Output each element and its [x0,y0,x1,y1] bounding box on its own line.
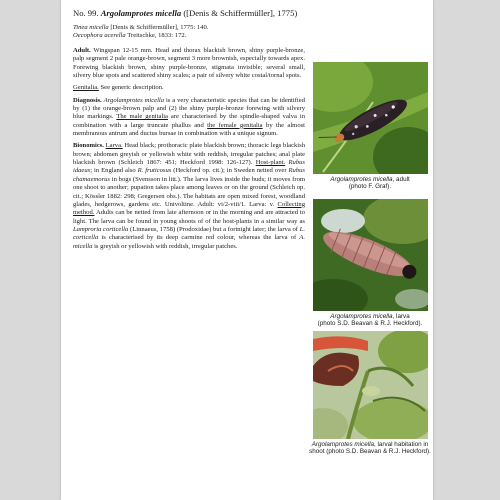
bionomics-text-5: Adults can be netted from late afternoon or in the morning and are attracted to light. The larva can be found in young shoots of of the host-plants in a similar way as [73,209,305,225]
adult-photo-caption [307,176,433,191]
bionomics-heading: Bionomics. [73,142,104,150]
species-ref-3: A. micella [73,234,305,250]
adult-moth-photo [313,62,428,174]
diagnosis-text-3: by the almost membranous antrum and ductus bursae in combination with a unique signum. [73,121,306,138]
caption-2-text: , larva [392,313,410,320]
diagnosis-text-2: are characterised by the spindle-shaped valva in combination with a large truncate phallus and [73,113,305,129]
synonym-2-name: Oecophora acerella [73,32,126,39]
adult-text: Wingspan 12-15 mm. Head and thorax blackish brown, shiny purple-bronze, palp segment 2 pale orange-brown, segment 3 more brownish, especially towards apex. Forewing blackish brown, shiny purple-bronze, stigmata invisible; several small, silvery blue spots and scattered shiny scales; a pair of silvery white costal/tornal spots. [73,47,306,80]
caption-1-species: Argolamprotes micella [330,176,393,183]
text-column [73,47,305,255]
larva-photo-caption [307,313,433,328]
synonym-2 [73,32,303,40]
genitalia-heading: Genitalia. [73,84,99,92]
bionomics-text-2: ; in England also [90,167,136,175]
bionomics-text-7: is characterised by its deep carmine red colour, whereas the larva of [101,234,297,242]
diagnosis-text-1: is a very characteristic species that can be identified by (1) the orange-brown palp and (2) the shiny purple-bronze forewing with silvery blue markings. [73,96,305,121]
collecting-method-label: Collecting method. [73,200,305,217]
caption-3-species: Argolamprotes micella [311,441,375,448]
host-plant-2: R. fruticosus [137,167,172,175]
synonym-2-rest: Treitschke, 1833: 172. [127,32,187,39]
host-plant-3: Rubus chamaemorus [73,167,305,183]
caption-3-text: , larval habitation in [374,441,429,448]
adult-paragraph [73,47,305,80]
caption-3-credit: shoot (photo S.D. Beavan & R.J. Heckford). [309,448,431,456]
species-name: Argolamprotes micella [100,8,182,18]
larval-habitation-photo [313,331,428,439]
document-page [61,0,433,500]
synonym-1-rest: [Denis & Schiffermüller], 1775: 140. [110,24,209,31]
synonym-1-name: Tinea micella [73,24,109,31]
larva-label: Larva. [105,142,123,150]
genitalia-paragraph [73,84,305,92]
diagnosis-heading: Diagnosis. [73,96,102,104]
caption-2-species: Argolamprotes micella [330,313,393,320]
host-plant-1: Rubus idaeus [73,159,305,175]
caption-2-credit: (photo S.D. Beavan & R.J. Heckford). [317,320,423,328]
adult-heading: Adult. [73,47,91,54]
habitation-photo-caption [307,441,433,456]
bionomics-text-4: in bogs (Svensson in litt.). The larva lives inside the buds; it moves from one shoot to another; pupation takes place among leaves or on the ground (Schleich op. cit.; Kössler 1882: 298; Gregersen obs.). The habitats are open mixed forest, woodland glades, hedgerows, gardens etc. Univoltine. Adult: vi/2-viii/1. Larva: v. [73,175,305,208]
larva-photo [313,199,428,311]
bionomics-text-1: Head black; prothoracic plate blackish brown; thoracic legs blackish brown; abdomen greyish or yellowish white with reddish, irregular patches; anal plate blackish brown (Schleich 1867: 451; Heckford 1998: 126-127). [73,142,305,167]
species-authority: ([Denis & Schiffermüller], 1775) [183,8,298,18]
male-genitalia-label: The male genitalia [116,113,168,121]
species-ref-1: Lamproria corticella [73,225,129,233]
female-genitalia-label: the female genitalia [207,121,263,129]
diagnosis-species: Argolamprotes micella [103,96,165,104]
bionomics-text-6: (Linnaeus, 1758) (Prodoxidae) but a fortnight later; the larva of [130,225,298,233]
synonym-1 [73,24,303,32]
diagnosis-paragraph [73,97,305,139]
caption-1-text: , adult [392,176,410,183]
species-number: No. 99. [73,8,99,18]
caption-1-credit: (photo F. Graf). [348,183,392,191]
bionomics-paragraph [73,142,305,250]
species-ref-2: L. corticella [73,225,305,242]
host-plant-label: Host-plant. [255,159,286,167]
bionomics-text-8: is greyish or yellowish with reddish, irregular patches. [94,242,238,250]
bionomics-text-3: (Heckford op. cit.); in Sweden netted over [173,167,287,175]
genitalia-text: See generic description. [100,84,164,92]
species-header [73,8,428,18]
